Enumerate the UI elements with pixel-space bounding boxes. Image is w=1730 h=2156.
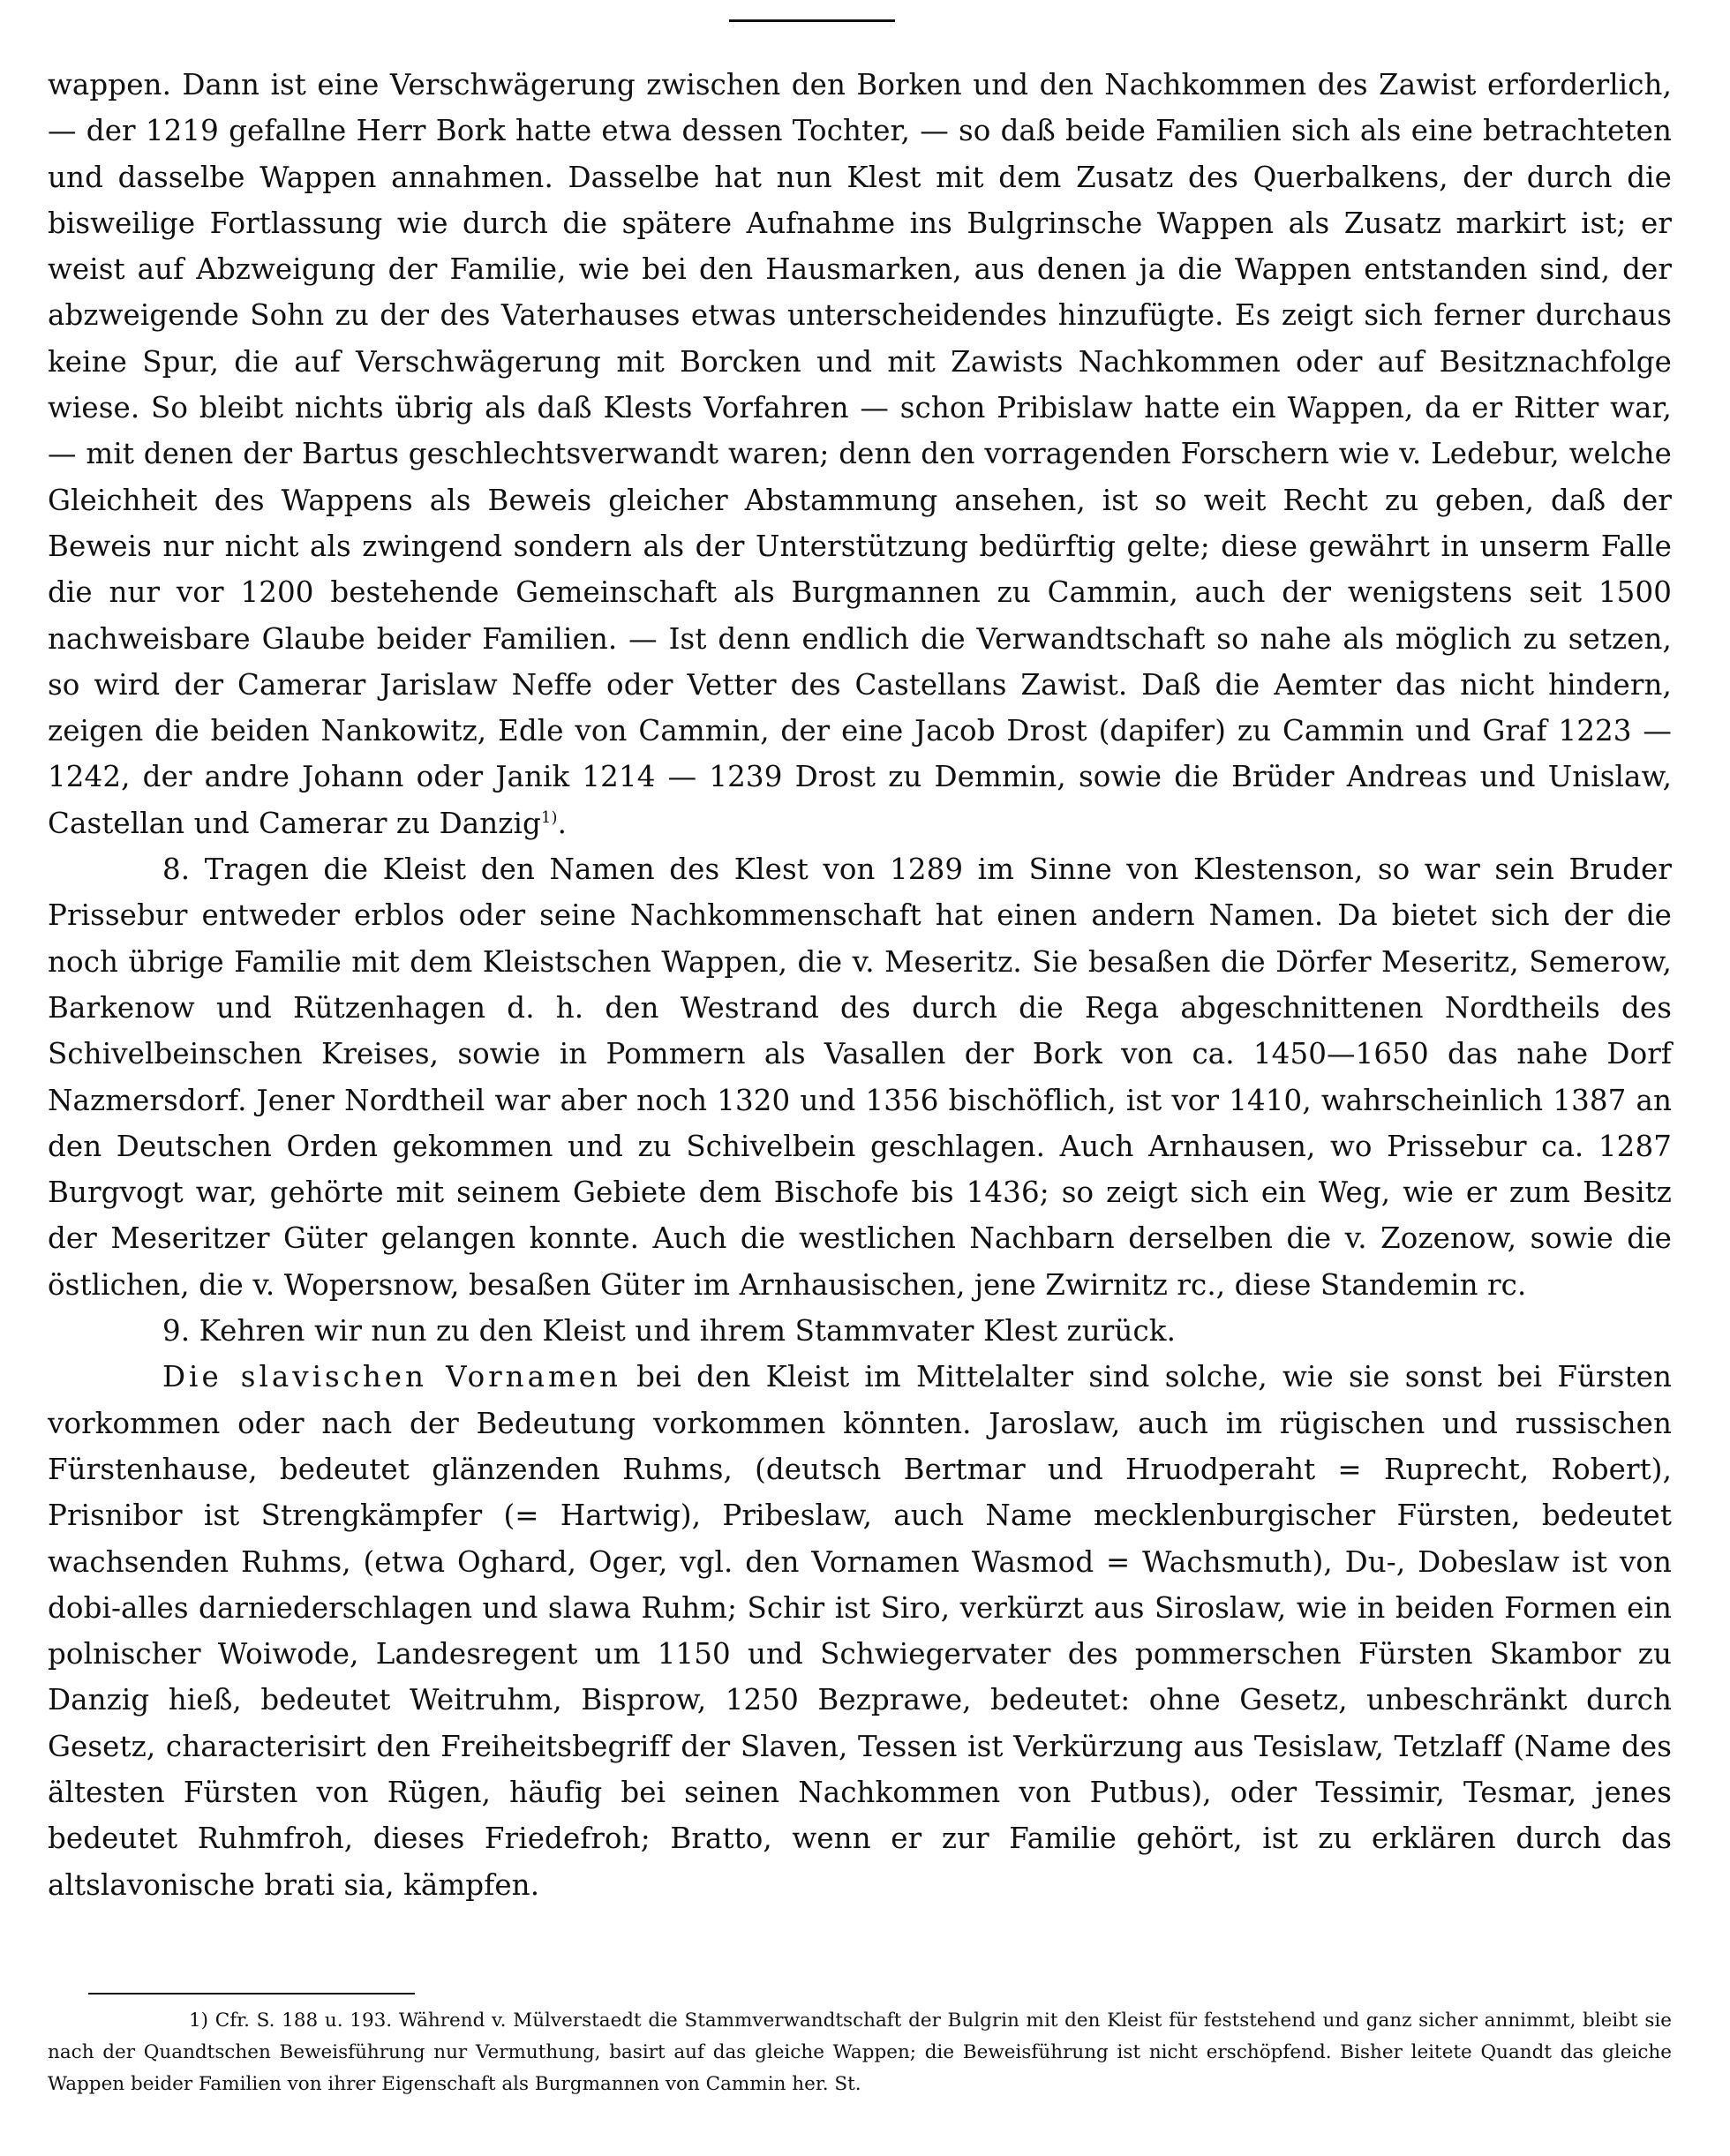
paragraph-1-end: . [557, 806, 568, 840]
paragraph-1-text: wappen. Dann ist eine Verschwägerung zwischen den Borken und den Nachkommen des Zawist erforderlich, — der 1219 gefallne Herr Bork hatte etwa dessen Tochter, — so daß beide Familien sich als eine betrachteten und dasselbe Wappen annahmen. Dasselbe hat nun Klest mit dem Zusatz des Querbalkens, der durch die bisweilige Fortlassung wie durch die spätere Aufnahme ins Bulgrinsche Wappen als Zusatz markirt ist; er weist auf Abzweigung der Familie, wie bei den Hausmarken, aus denen ja die Wappen entstanden sind, der abzweigende Sohn zu der des Vaterhauses etwas unterscheidendes hinzufügte. Es zeigt sich ferner durchaus keine Spur, die auf Verschwägerung mit Borcken und mit Zawists Nachkommen oder auf Besitznachfolge wiese. So bleibt nichts übrig als daß Klests Vorfahren — schon Pribislaw hatte ein Wappen, da er Ritter war, — mit denen der Bartus geschlechtsverwandt waren; denn den vorragenden Forschern wie v. Ledebur, welche Gleichheit des Wappens als Beweis gleicher Abstammung ansehen, ist so weit Recht zu geben, daß der Beweis nur nicht als zwingend sondern als der Unterstützung bedürftig gelte; diese gewährt in unserm Falle die nur vor 1200 bestehende Gemeinschaft als Burgmannen zu Cammin, auch der wenigstens seit 1500 nachweisbare Glaube beider Familien. — Ist denn endlich die Verwandtschaft so nahe als möglich zu setzen, so wird der Camerar Jarislaw Neffe oder Vetter des Castellans Zawist. Daß die Aemter das nicht hindern, zeigen die beiden Nankowitz, Edle von Cammin, der eine Jacob Drost (dapifer) zu Cammin und Graf 1223 — 1242, der andre Johann oder Janik 1214 — 1239 Drost zu Demmin, sowie die Brüder Andreas und Unislaw, Castellan und Camerar zu Danzig [48, 68, 1672, 840]
paragraph-3: 9. Kehren wir nun zu den Kleist und ihrem Stammvater Klest zurück. [162, 1314, 1177, 1348]
paragraph-4-text: bei den Kleist im Mittelalter sind solche, wie sie sonst bei Fürsten vorkommen oder nach der Bedeutung vorkommen könnten. Jaroslaw, auch im rügischen und russischen Fürstenhause, bedeutet glänzenden Ruhms, (deutsch Bertmar und Hruodperaht = Ruprecht, Robert), Prisnibor ist Strengkämpfer (= Hartwig), Pribeslaw, auch Name mecklenburgischer Fürsten, bedeutet wachsenden Ruhms, (etwa Oghard, Oger, vgl. den Vornamen Wasmod = Wachsmuth), Du-, Dobeslaw ist von dobi-alles darniederschlagen und slawa Ruhm; Schir ist Siro, verkürzt aus Siroslaw, wie in beiden Formen ein polnischer Woiwode, Landesregent um 1150 und Schwiegervater des pommerschen Fürsten Skambor zu Danzig hieß, bedeutet Weitruhm, Bisprow, 1250 Bezprawe, bedeutet: ohne Gesetz, unbeschränkt durch Gesetz, characterisirt den Freiheitsbegriff der Slaven, Tessen ist Verkürzung aus Tesislaw, Tetzlaff (Name des ältesten Fürsten von Rügen, häufig bei seinen Nachkommen von Putbus), oder Tessimir, Tesmar, jenes bedeutet Ruhmfroh, dieses Friedefroh; Bratto, wenn er zur Familie gehört, ist zu erklären durch das altslavonische brati sia, kämpfen. [48, 1360, 1672, 1902]
footnote-marker: 1) [540, 808, 558, 827]
footnote-text: 1) Cfr. S. 188 u. 193. Während v. Mülverstaedt die Stammverwandtschaft der Bulgrin mit den Kleist für feststehend und ganz sicher annimmt, bleibt sie nach der Quandtschen Beweisführung nur Vermuthung, basirt auf das gleiche Wappen; die Beweisführung ist nicht erschöpfend. Bisher leitete Quandt das gleiche Wappen beider Familien von ihrer Eigenschaft als Burgmannen von Cammin her. St. [48, 2010, 1672, 2095]
emphasized-heading: Die slavischen Vornamen [162, 1360, 621, 1394]
page-number-rule [729, 19, 895, 22]
paragraph-1 [48, 62, 1672, 846]
footnote-rule [88, 1993, 415, 1994]
main-text [48, 62, 1672, 1908]
footnote [48, 2005, 1672, 2100]
paragraph-2: 8. Tragen die Kleist den Namen des Klest von 1289 im Sinne von Klestenson, so war sein Bruder Prissebur entweder erblos oder seine Nachkommenschaft hat einen andern Namen. Da bietet sich der die noch übrige Familie mit dem Kleistschen Wappen, die v. Meseritz. Sie besaßen die Dörfer Meseritz, Semerow, Barkenow und Rützenhagen d. h. den Westrand des durch die Rega abgeschnittenen Nordtheils des Schivelbeinschen Kreises, sowie in Pommern als Vasallen der Bork von ca. 1450—1650 das nahe Dorf Nazmersdorf. Jener Nordtheil war aber noch 1320 und 1356 bischöflich, ist vor 1410, wahrscheinlich 1387 an den Deutschen Orden gekommen und zu Schivelbein geschlagen. Auch Arnhausen, wo Prissebur ca. 1287 Burgvogt war, gehörte mit seinem Gebiete dem Bischofe bis 1436; so zeigt sich ein Weg, wie er zum Besitz der Meseritzer Güter gelangen konnte. Auch die westlichen Nachbarn derselben die v. Zozenow, sowie die östlichen, die v. Wopersnow, besaßen Güter im Arnhausischen, jene Zwirnitz rc., diese Standemin rc. [48, 853, 1672, 1302]
paragraph-4 [48, 1354, 1672, 1908]
